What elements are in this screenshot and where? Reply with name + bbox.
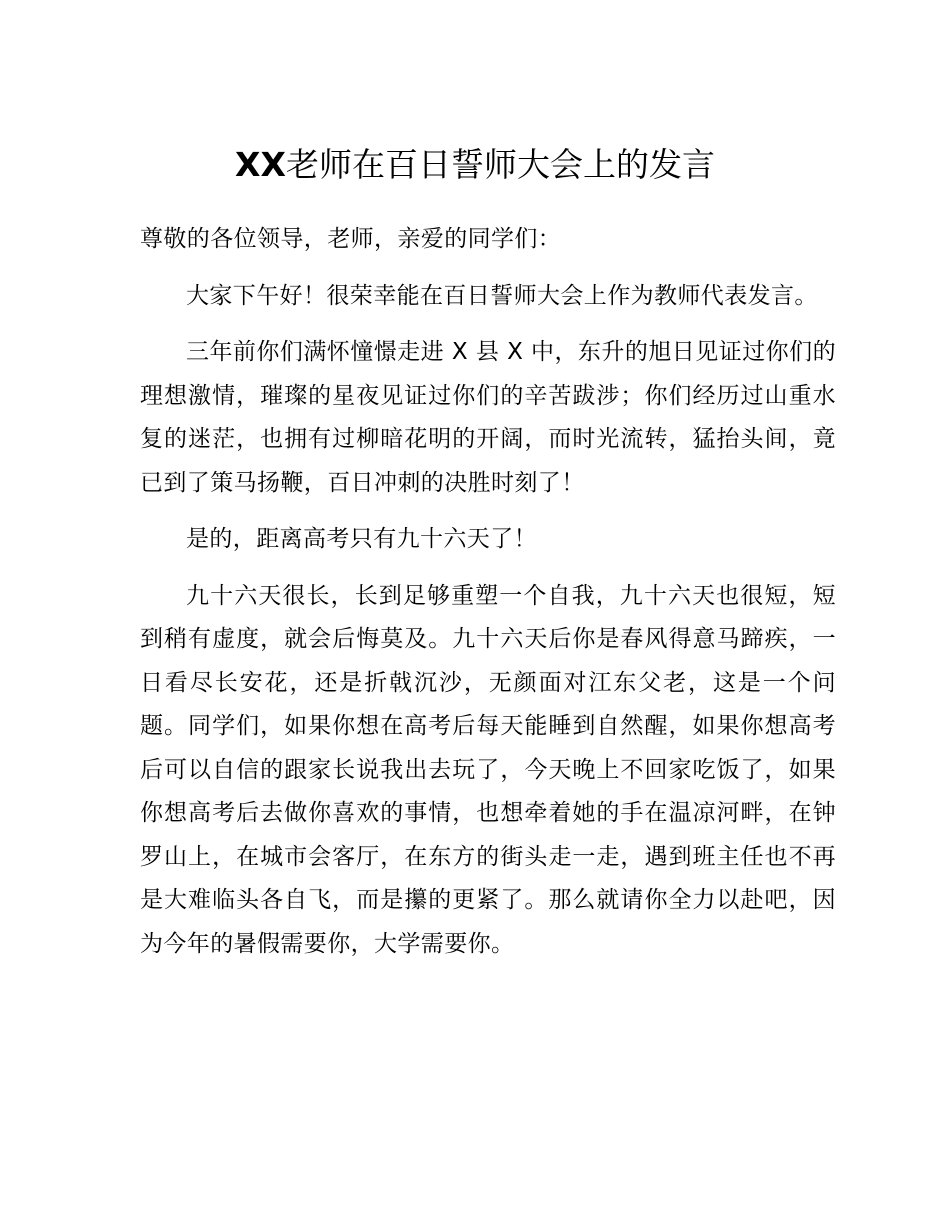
speech-body	[140, 218, 836, 979]
salutation: 尊敬的各位领导，老师，亲爱的同学们：	[140, 226, 562, 252]
page-title	[0, 140, 950, 190]
title-prefix: XX	[235, 145, 286, 184]
title-text: 老师在百日誓师大会上的发言	[285, 145, 715, 184]
paragraph-ninety-six-days: 九十六天很长，长到足够重塑一个自我，九十六天也很短，短到稍有虚度，就会后悔莫及。九十六天后你是春风得意马蹄疾，一日看尽长安花，还是折戟沉沙，无颜面对江东父老，这是一个问题。同学们，如果你想在高考后每天能睡到自然醒，如果你想高考后可以自信的跟家长说我出去玩了，今天晚上不回家吃饭了，如果你想高考后去做你喜欢的事情，也想牵着她的手在温凉河畔，在钟罗山上，在城市会客厅，在东方的街头走一走，遇到班主任也不再是大难临头各自飞，而是攥的更紧了。那么就请你全力以赴吧，因为今年的暑假需要你，大学需要你。	[140, 582, 836, 957]
paragraph-countdown: 是的，距离高考只有九十六天了！	[186, 526, 537, 552]
paragraph-three-years: 三年前你们满怀憧憬走进 X 县 X 中，东升的旭日见证过你们的理想激情，璀璨的星夜见证过你们的辛苦跋涉；你们经历过山重水复的迷茫，也拥有过柳暗花明的开阔，而时光流转，猛抬头间，竟已到了策马扬鞭，百日冲刺的决胜时刻了！	[140, 339, 836, 496]
paragraph-greeting: 大家下午好！很荣幸能在百日誓师大会上作为教师代表发言。	[186, 282, 818, 309]
